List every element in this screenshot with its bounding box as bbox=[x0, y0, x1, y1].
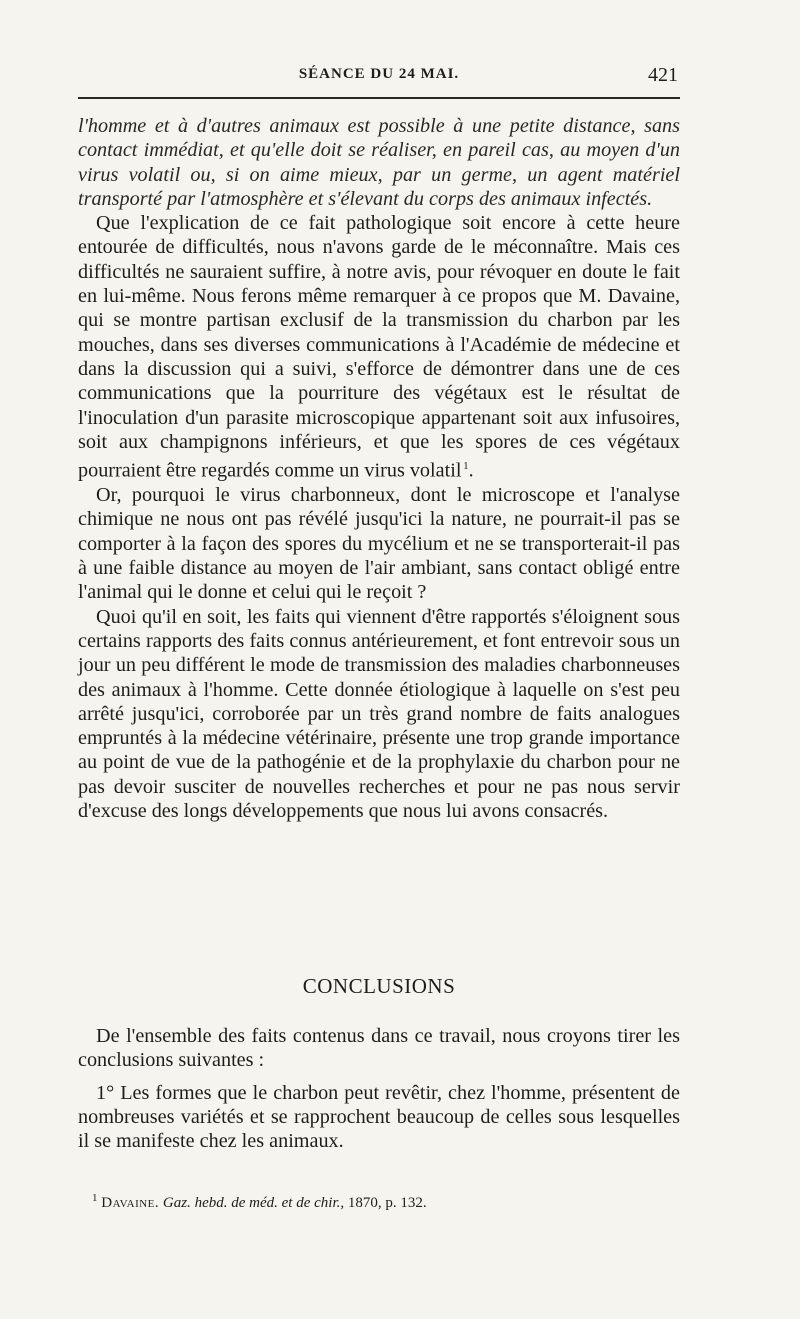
footnote-reference: 1 bbox=[463, 460, 469, 473]
conclusions-text bbox=[78, 1024, 680, 1153]
paragraph-summary: Quoi qu'il en soit, les faits qui viennent d'être rapportés s'éloignent sous certains rapports des faits connus antérieurement, et font entrevoir sous un jour un peu différent le mode de transmission des maladies charbonneuses des animaux à l'homme. Cette donnée étiologique à laquelle on s'est peu arrêté jusqu'ici, corroborée par un très grand nombre de faits analogues empruntés à la médecine vétérinaire, présente une trop grande importance au point de vue de la pathogénie et de la prophylaxie du charbon pour ne pas devoir susciter de nouvelles recherches et pour ne pas nous servir d'excuse des longs développements que nous lui avons consacrés. bbox=[78, 605, 680, 823]
paragraph-explication bbox=[78, 211, 680, 483]
paragraph-question: Or, pourquoi le virus charbonneux, dont le microscope et l'analyse chimique ne nous ont pas révélé jusqu'ici la nature, ne pourrait-il pas se comporter à la façon des spores du mycélium et ne se transporterait-il pas à une faible distance au moyen de l'air ambiant, sans contact obligé entre l'animal qui le donne et celui qui le reçoit ? bbox=[78, 484, 680, 604]
conclusion-item-1: 1° Les formes que le charbon peut revêtir, chez l'homme, présentent de nombreuses variétés et se rapprochent beaucoup de celles sous lesquelles il se manifeste chez les animaux. bbox=[78, 1081, 680, 1153]
page-number: 421 bbox=[648, 64, 678, 86]
footnote-author: Davaine. bbox=[101, 1195, 160, 1211]
main-text bbox=[78, 114, 680, 823]
running-title: SÉANCE DU 24 MAI. bbox=[298, 66, 460, 82]
paragraph-explication-text: Que l'explication de ce fait pathologique soit encore à cette heure entourée de difficultés, nous n'avons garde de le méconnaître. Mais ces difficultés ne sauraient suffire, à notre avis, pour révoquer en doute le fait en lui-même. Nous ferons même remarquer à ce propos que M. Davaine, qui se montre partisan exclusif de la transmission du charbon par les mouches, dans ses diverses communications à l'Académie de médecine et dans la discussion qui a suivi, s'efforce de démontrer dans une de ces communications que la pourriture des végétaux est le résultat de l'inoculation d'un parasite microscopique appartenant soit aux infusoires, soit aux champignons inférieurs, et que les spores de ces végétaux pourraient être regardés comme un virus volatil bbox=[78, 212, 680, 482]
conclusions-intro: De l'ensemble des faits contenus dans ce travail, nous croyons tirer les conclusions suivantes : bbox=[78, 1025, 680, 1072]
footnote bbox=[92, 1188, 680, 1213]
footnote-journal: Gaz. hebd. de méd. et de chir., bbox=[162, 1195, 345, 1211]
italic-continuation-paragraph: l'homme et à d'autres animaux est possible à une petite distance, sans contact immédiat, et qu'elle doit se réaliser, en pareil cas, au moyen d'un virus volatil ou, si on aime mieux, par un germe, un agent matériel transporté par l'atmosphère et s'élevant du corps des animaux infectés. bbox=[78, 115, 680, 210]
footnote-citation: 1870, p. 132. bbox=[347, 1195, 427, 1211]
running-head bbox=[78, 64, 680, 88]
footnote-marker: 1 bbox=[92, 1192, 98, 1204]
paragraph-explication-end: . bbox=[468, 459, 474, 482]
conclusions-heading: CONCLUSIONS bbox=[302, 974, 456, 998]
header-rule bbox=[78, 97, 680, 99]
